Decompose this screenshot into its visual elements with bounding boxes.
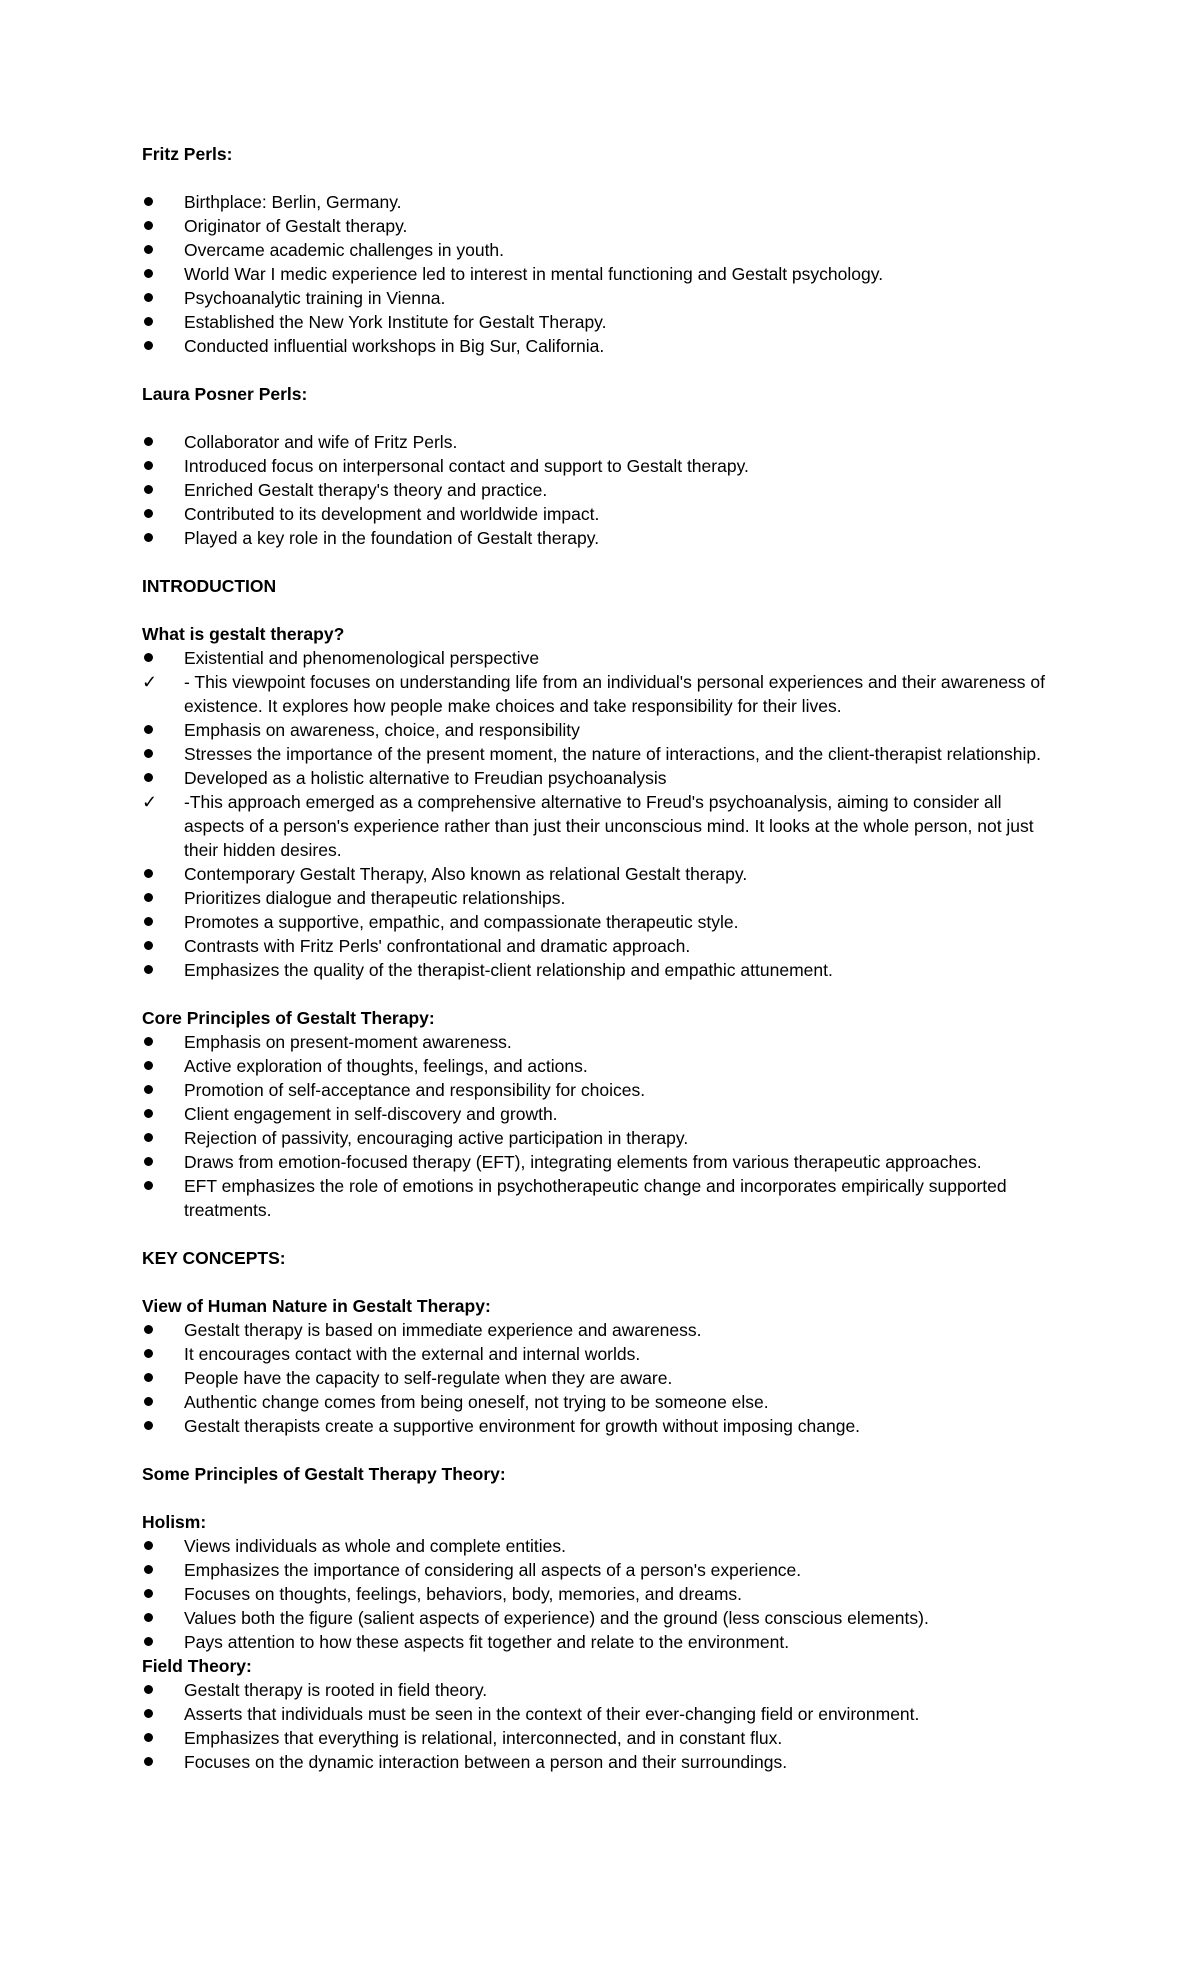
laura-perls-heading: Laura Posner Perls: — [142, 384, 308, 404]
list-item: Psychoanalytic training in Vienna. — [142, 286, 1060, 310]
list-item: ✓ - This viewpoint focuses on understanding life from an individual's personal experiences and their awareness of existence. It explores how people make choices and take responsibility for their lives. — [142, 672, 1046, 716]
list-item: Originator of Gestalt therapy. — [142, 214, 1060, 238]
list-item: Values both the figure (salient aspects of experience) and the ground (less conscious elements). — [142, 1606, 1060, 1630]
some-principles-heading: Some Principles of Gestalt Therapy Theory: — [142, 1464, 506, 1484]
core-principles-heading: Core Principles of Gestalt Therapy: — [142, 1008, 435, 1028]
list-item: Authentic change comes from being oneself, not trying to be someone else. — [142, 1390, 1060, 1414]
bullet-icon — [142, 214, 162, 238]
list-item: Stresses the importance of the present moment, the nature of interactions, and the client-therapist relationship. — [142, 742, 1060, 766]
bullet-icon — [142, 1726, 162, 1750]
bullet-icon — [142, 1702, 162, 1726]
bullet-icon — [142, 1102, 162, 1126]
fritz-perls-heading: Fritz Perls: — [142, 144, 233, 164]
field-theory-heading: Field Theory: — [142, 1656, 252, 1676]
bullet-icon — [142, 334, 162, 358]
bullet-icon — [142, 1582, 162, 1606]
holism-list — [142, 1534, 1080, 1654]
list-item: Established the New York Institute for Gestalt Therapy. — [142, 310, 1060, 334]
bullet-icon — [142, 718, 162, 742]
list-item: Promotion of self-acceptance and responsibility for choices. — [142, 1078, 1060, 1102]
list-item: Existential and phenomenological perspective — [142, 646, 1060, 670]
field-theory-list — [142, 1678, 1080, 1774]
bullet-icon — [142, 1414, 162, 1438]
list-item: It encourages contact with the external and internal worlds. — [142, 1342, 1060, 1366]
list-item: Focuses on thoughts, feelings, behaviors, body, memories, and dreams. — [142, 1582, 1060, 1606]
bullet-icon — [142, 526, 162, 550]
bullet-icon — [142, 1150, 162, 1174]
bullet-icon — [142, 1390, 162, 1414]
bullet-icon — [142, 478, 162, 502]
list-item: ✓ -This approach emerged as a comprehensive alternative to Freud's psychoanalysis, aiming to consider all aspects of a person's experience rather than just their unconscious mind. It looks at the whole person, not just their hidden desires. — [142, 792, 1034, 860]
list-item: Enriched Gestalt therapy's theory and practice. — [142, 478, 1060, 502]
checkmark-icon: ✓ — [142, 672, 158, 692]
what-is-gestalt-list — [142, 646, 1080, 982]
bullet-icon — [142, 1366, 162, 1390]
list-item: Draws from emotion-focused therapy (EFT), integrating elements from various therapeutic approaches. — [142, 1150, 1060, 1174]
bullet-icon — [142, 646, 162, 670]
bullet-icon — [142, 1630, 162, 1654]
bullet-icon — [142, 1174, 162, 1198]
list-item: Focuses on the dynamic interaction between a person and their surroundings. — [142, 1750, 1060, 1774]
bullet-icon — [142, 454, 162, 478]
bullet-icon — [142, 1678, 162, 1702]
bullet-icon — [142, 430, 162, 454]
bullet-icon — [142, 1534, 162, 1558]
bullet-icon — [142, 286, 162, 310]
laura-perls-list — [142, 430, 1080, 550]
list-item: Gestalt therapy is based on immediate experience and awareness. — [142, 1318, 1060, 1342]
list-item: EFT emphasizes the role of emotions in psychotherapeutic change and incorporates empirically supported treatments. — [142, 1174, 1060, 1222]
core-principles-list — [142, 1030, 1080, 1222]
list-item: Rejection of passivity, encouraging active participation in therapy. — [142, 1126, 1060, 1150]
bullet-icon — [142, 262, 162, 286]
bullet-icon — [142, 1342, 162, 1366]
list-item: Prioritizes dialogue and therapeutic relationships. — [142, 886, 1060, 910]
list-item: Birthplace: Berlin, Germany. — [142, 190, 1060, 214]
bullet-icon — [142, 1030, 162, 1054]
checkmark-icon: ✓ — [142, 792, 158, 812]
bullet-icon — [142, 1078, 162, 1102]
list-item: Emphasizes that everything is relational, interconnected, and in constant flux. — [142, 1726, 1060, 1750]
bullet-icon — [142, 1318, 162, 1342]
list-item: World War I medic experience led to interest in mental functioning and Gestalt psychology. — [142, 262, 1060, 286]
bullet-icon — [142, 766, 162, 790]
list-item: People have the capacity to self-regulate when they are aware. — [142, 1366, 1060, 1390]
list-item: Developed as a holistic alternative to Freudian psychoanalysis — [142, 766, 1060, 790]
bullet-icon — [142, 886, 162, 910]
bullet-icon — [142, 1750, 162, 1774]
list-item: Collaborator and wife of Fritz Perls. — [142, 430, 1060, 454]
human-nature-heading: View of Human Nature in Gestalt Therapy: — [142, 1296, 491, 1316]
human-nature-list — [142, 1318, 1080, 1438]
list-item: Gestalt therapists create a supportive environment for growth without imposing change. — [142, 1414, 1060, 1438]
bullet-icon — [142, 958, 162, 982]
list-item: Views individuals as whole and complete entities. — [142, 1534, 1060, 1558]
list-item: Emphasis on awareness, choice, and responsibility — [142, 718, 1060, 742]
bullet-icon — [142, 1054, 162, 1078]
what-is-gestalt-heading: What is gestalt therapy? — [142, 624, 345, 644]
list-item: Active exploration of thoughts, feelings, and actions. — [142, 1054, 1060, 1078]
list-item: Contributed to its development and worldwide impact. — [142, 502, 1060, 526]
key-concepts-heading: KEY CONCEPTS: — [142, 1248, 286, 1268]
list-item: Pays attention to how these aspects fit together and relate to the environment. — [142, 1630, 1060, 1654]
list-item: Client engagement in self-discovery and growth. — [142, 1102, 1060, 1126]
holism-heading: Holism: — [142, 1512, 207, 1532]
bullet-icon — [142, 910, 162, 934]
list-item: Contrasts with Fritz Perls' confrontational and dramatic approach. — [142, 934, 1060, 958]
bullet-icon — [142, 1606, 162, 1630]
list-item: Asserts that individuals must be seen in the context of their ever-changing field or environment. — [142, 1702, 1060, 1726]
bullet-icon — [142, 502, 162, 526]
list-item: Overcame academic challenges in youth. — [142, 238, 1060, 262]
list-item: Emphasizes the importance of considering all aspects of a person's experience. — [142, 1558, 1060, 1582]
list-item: Gestalt therapy is rooted in field theory. — [142, 1678, 1060, 1702]
list-item: Emphasis on present-moment awareness. — [142, 1030, 1060, 1054]
bullet-icon — [142, 238, 162, 262]
list-item: Emphasizes the quality of the therapist-client relationship and empathic attunement. — [142, 958, 1060, 982]
list-item: Contemporary Gestalt Therapy, Also known as relational Gestalt therapy. — [142, 862, 1060, 886]
bullet-icon — [142, 1126, 162, 1150]
bullet-icon — [142, 1558, 162, 1582]
list-item: Conducted influential workshops in Big Sur, California. — [142, 334, 1060, 358]
list-item: Introduced focus on interpersonal contact and support to Gestalt therapy. — [142, 454, 1060, 478]
bullet-icon — [142, 190, 162, 214]
list-item: Played a key role in the foundation of Gestalt therapy. — [142, 526, 1060, 550]
fritz-perls-list — [142, 190, 1080, 358]
bullet-icon — [142, 934, 162, 958]
introduction-heading: INTRODUCTION — [142, 576, 277, 596]
bullet-icon — [142, 862, 162, 886]
bullet-icon — [142, 742, 162, 766]
bullet-icon — [142, 310, 162, 334]
list-item: Promotes a supportive, empathic, and compassionate therapeutic style. — [142, 910, 1060, 934]
